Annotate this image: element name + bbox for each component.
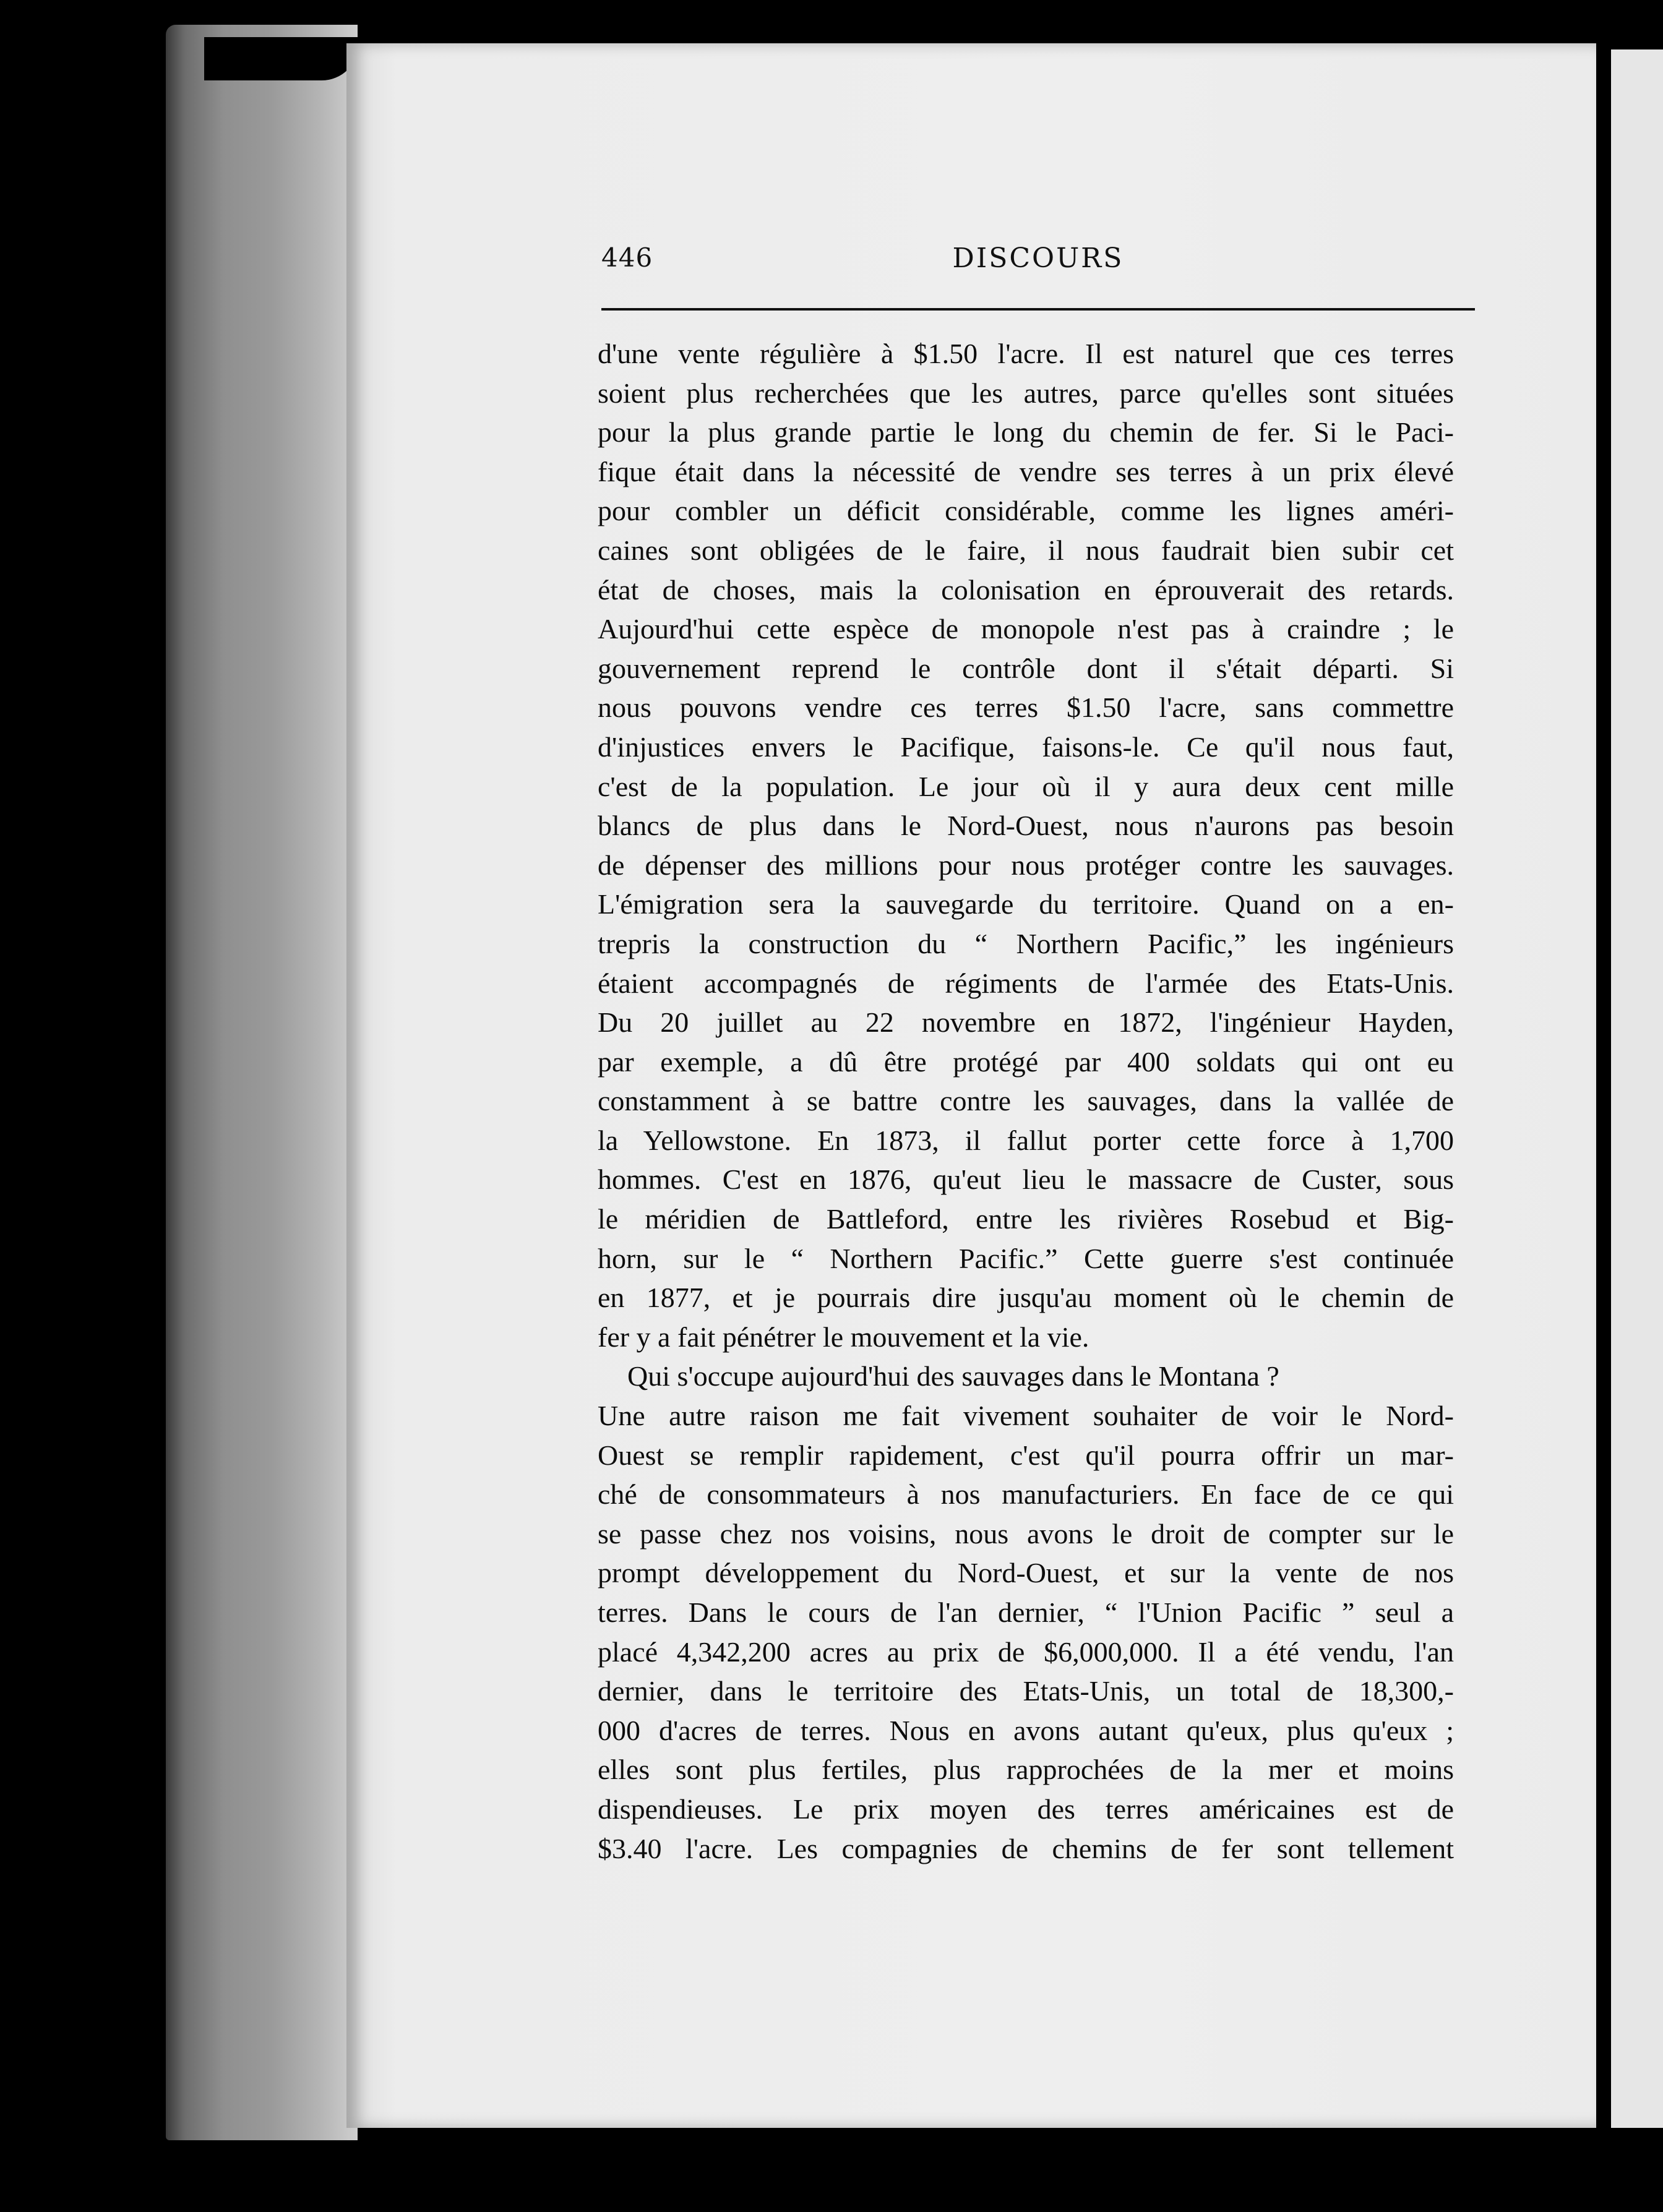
- text-line: Aujourd'hui cette espèce de monopole n'est pas à craindre ; le: [598, 613, 1454, 645]
- body-text: [598, 334, 1454, 1868]
- text-line: fique était dans la nécessité de vendre ses terres à un prix élevé: [598, 455, 1454, 487]
- text-line: prompt développement du Nord-Ouest, et sur la vente de nos: [598, 1557, 1454, 1589]
- text-line: la Yellowstone. En 1873, il fallut porter cette force à 1,700: [598, 1124, 1454, 1156]
- running-title: DISCOURS: [952, 242, 1124, 274]
- text-line: gouvernement reprend le contrôle dont il s'était départi. Si: [598, 652, 1454, 684]
- text-line: état de choses, mais la colonisation en éprouverait des retards.: [598, 573, 1454, 606]
- text-line: se passe chez nos voisins, nous avons le droit de compter sur le: [598, 1517, 1454, 1550]
- text-line: dernier, dans le territoire des Etats-Unis, un total de 18,300,-: [598, 1675, 1454, 1707]
- text-line: placé 4,342,200 acres au prix de $6,000,000. Il a été vendu, l'an: [598, 1635, 1454, 1668]
- text-line: Une autre raison me fait vivement souhaiter de voir le Nord-: [598, 1400, 1454, 1432]
- text-line: soient plus recherchées que les autres, parce qu'elles sont situées: [598, 377, 1454, 409]
- text-line: horn, sur le “ Northern Pacific.” Cette guerre s'est continuée: [598, 1242, 1454, 1274]
- text-line: elles sont plus fertiles, plus rapprochées de la mer et moins: [598, 1754, 1454, 1786]
- text-line: $3.40 l'acre. Les compagnies de chemins de fer sont tellement: [598, 1832, 1454, 1864]
- paragraph-end-line: fer y a fait pénétrer le mouvement et la vie.: [598, 1321, 1089, 1353]
- running-header: [601, 242, 1475, 280]
- text-line: blancs de plus dans le Nord-Ouest, nous n'aurons pas besoin: [598, 810, 1454, 842]
- text-line: pour la plus grande partie le long du chemin de fer. Si le Paci-: [598, 416, 1454, 448]
- text-line: pour combler un déficit considérable, comme les lignes améri-: [598, 495, 1454, 527]
- text-line: nous pouvons vendre ces terres $1.50 l'acre, sans commettre: [598, 692, 1454, 724]
- text-line: L'émigration sera la sauvegarde du territoire. Quand on a en-: [598, 888, 1454, 920]
- text-line: ché de consommateurs à nos manufacturiers. En face de ce qui: [598, 1478, 1454, 1511]
- text-line: c'est de la population. Le jour où il y aura deux cent mille: [598, 770, 1454, 802]
- page-gutter: [1596, 49, 1611, 2128]
- text-line: hommes. C'est en 1876, qu'eut lieu le massacre de Custer, sous: [598, 1164, 1454, 1196]
- text-line: dispendieuses. Le prix moyen des terres américaines est de: [598, 1793, 1454, 1825]
- text-line: trepris la construction du “ Northern Pacific,” les ingénieurs: [598, 927, 1454, 959]
- text-line: d'injustices envers le Pacifique, faisons-le. Ce qu'il nous faut,: [598, 731, 1454, 763]
- adjacent-page-edge: [1611, 49, 1663, 2128]
- text-line: étaient accompagnés de régiments de l'armée des Etats-Unis.: [598, 967, 1454, 999]
- text-line: caines sont obligées de le faire, il nous faudrait bien subir cet: [598, 534, 1454, 566]
- text-line: d'une vente régulière à $1.50 l'acre. Il est naturel que ces terres: [598, 338, 1454, 369]
- text-line: en 1877, et je pourrais dire jusqu'au moment où le chemin de: [598, 1282, 1454, 1314]
- text-line: terres. Dans le cours de l'an dernier, “ l'Union Pacific ” seul a: [598, 1597, 1454, 1628]
- text-line: 000 d'acres de terres. Nous en avons autant qu'eux, plus qu'eux ;: [598, 1714, 1454, 1746]
- text-line: de dépenser des millions pour nous protéger contre les sauvages.: [598, 849, 1454, 881]
- text-line: constamment à se battre contre les sauvages, dans la vallée de: [598, 1085, 1454, 1117]
- text-line: par exemple, a dû être protégé par 400 soldats qui ont eu: [598, 1045, 1454, 1078]
- paragraph-first-line: Qui s'occupe aujourd'hui des sauvages dans le Montana ?: [627, 1360, 1279, 1392]
- text-line: le méridien de Battleford, entre les rivières Rosebud et Big-: [598, 1203, 1454, 1235]
- text-line: Du 20 juillet au 22 novembre en 1872, l'ingénieur Hayden,: [598, 1006, 1454, 1039]
- page-number: 446: [601, 242, 653, 273]
- header-rule: [601, 308, 1475, 311]
- book-edge-shadow: [204, 37, 359, 80]
- book-page-edges: [166, 25, 358, 2140]
- text-line: Ouest se remplir rapidement, c'est qu'il pourra offrir un mar-: [598, 1439, 1454, 1471]
